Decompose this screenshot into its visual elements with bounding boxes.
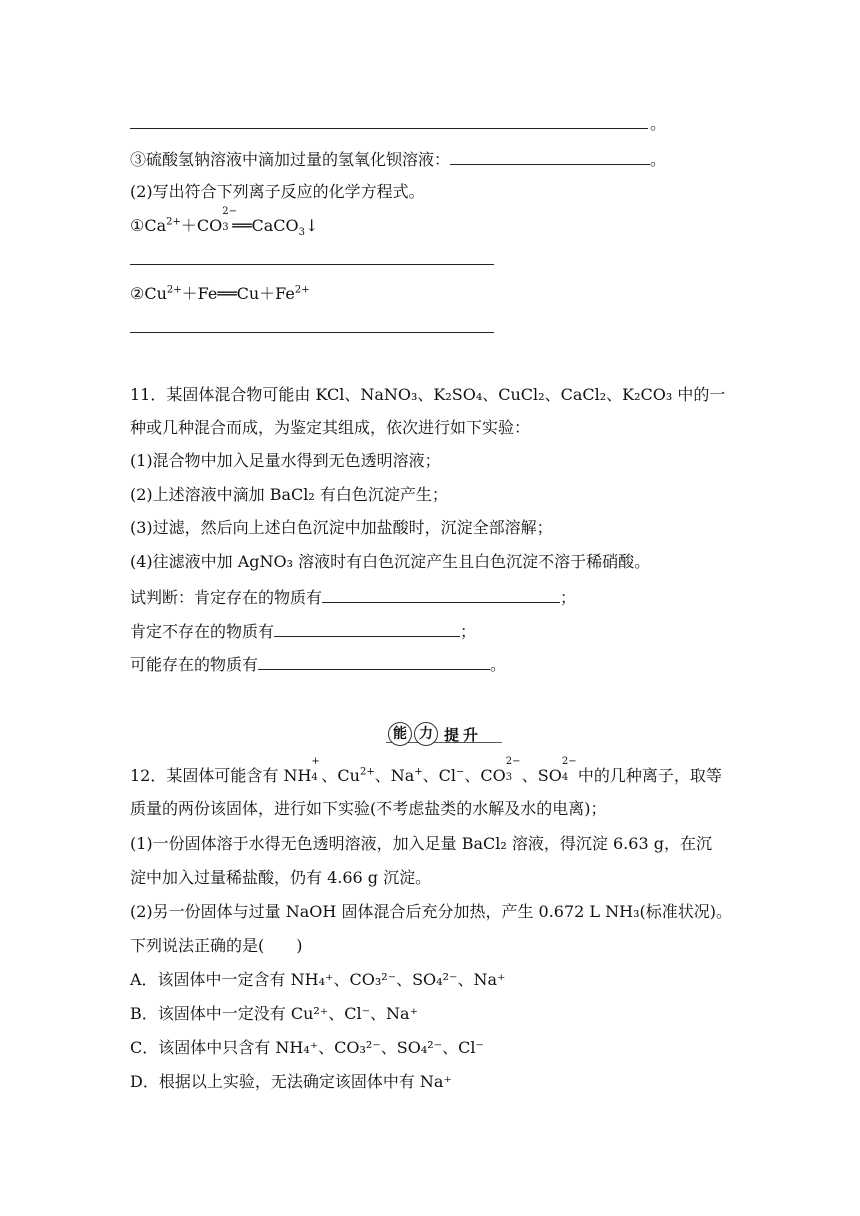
- q12-line: 质量的两份该固体，进行如下实验(不考虑盐类的水解及水的电离)；: [130, 799, 607, 818]
- q12-line: 下列说法正确的是( ): [130, 936, 303, 955]
- banner-circle-2: 力: [414, 722, 438, 746]
- period: 。: [650, 114, 667, 133]
- answer-blank-line[interactable]: [130, 264, 494, 265]
- q12-line: (2)另一份固体与过量 NaOH 固体混合后充分加热，产生 0.672 L NH₃(标准状况)。: [130, 902, 732, 921]
- answer-blank[interactable]: [258, 653, 490, 670]
- option-c[interactable]: C．该固体中只含有 NH₄⁺、CO₃²⁻、SO₄²⁻、Cl⁻: [130, 1038, 484, 1057]
- option-a[interactable]: A．该固体中一定含有 NH₄⁺、CO₃²⁻、SO₄²⁻、Na⁺: [130, 970, 506, 989]
- q11-line: 11．某固体混合物可能由 KCl、NaNO₃、K₂SO₄、CuCl₂、CaCl₂、K₂CO₃ 中的一: [130, 385, 726, 404]
- q11-step: (1)混合物中加入足量水得到无色透明溶液；: [130, 451, 441, 470]
- q11-judge: 肯定不存在的物质有 ；: [130, 622, 477, 641]
- ion-script: + 4: [311, 756, 320, 783]
- q11-judge: 试判断：肯定存在的物质有 ；: [130, 588, 577, 607]
- q11-step: (4)往滤液中加 AgNO₃ 溶液时有白色沉淀产生且白色沉淀不溶于稀硝酸。: [130, 552, 651, 571]
- question-line: ③硫酸氢钠溶液中滴加过量的氢氧化钡溶液： 。: [130, 150, 667, 169]
- q11-step: (2)上述溶液中滴加 BaCl₂ 有白色沉淀产生；: [130, 485, 448, 504]
- q11-judge: 可能存在的物质有 。: [130, 655, 507, 674]
- q11-step: (3)过滤，然后向上述白色沉淀中加盐酸时，沉淀全部溶解；: [130, 518, 553, 537]
- banner-text: 提升: [444, 726, 483, 744]
- section-banner: [386, 722, 502, 748]
- question-line: (2)写出符合下列离子反应的化学方程式。: [130, 182, 425, 201]
- banner-circle-1: 能: [388, 722, 412, 746]
- q12-line: 淀中加入过量稀盐酸，仍有 4.66 g 沉淀。: [130, 868, 432, 887]
- equation-2: $②Cu^{2+}+Fe══Cu+Fe^{2+}$: [130, 284, 310, 303]
- answer-blank[interactable]: [274, 620, 460, 637]
- equation-1: $①Ca^{2+}+CO$ 2− 3 ══CaCO$_3$↓: [130, 206, 319, 239]
- ion-script: 2− 3: [222, 206, 237, 233]
- q11-line: 种或几种混合而成，为鉴定其组成，依次进行如下实验：: [130, 418, 531, 437]
- option-d[interactable]: D．根据以上实验，无法确定该固体中有 Na⁺: [130, 1072, 452, 1091]
- ion-script: 2− 3: [505, 756, 521, 783]
- answer-blank-line[interactable]: [130, 128, 648, 129]
- answer-blank[interactable]: [450, 148, 650, 165]
- ion-script: 2− 4: [561, 756, 577, 783]
- answer-blank-line[interactable]: [130, 332, 494, 333]
- option-b[interactable]: B．该固体中一定没有 Cu²⁺、Cl⁻、Na⁺: [130, 1004, 419, 1023]
- q12-line: 12．某固体可能含有 NH + 4 、$Cu^{2+}$、Na+、Cl−、CO 2− 3 、SO 2− 4 中的几种离子，取等: [130, 756, 722, 785]
- q12-line: (1)一份固体溶于水得无色透明溶液，加入足量 BaCl₂ 溶液，得沉淀 6.63 g，在沉: [130, 834, 712, 853]
- answer-blank[interactable]: [322, 586, 560, 603]
